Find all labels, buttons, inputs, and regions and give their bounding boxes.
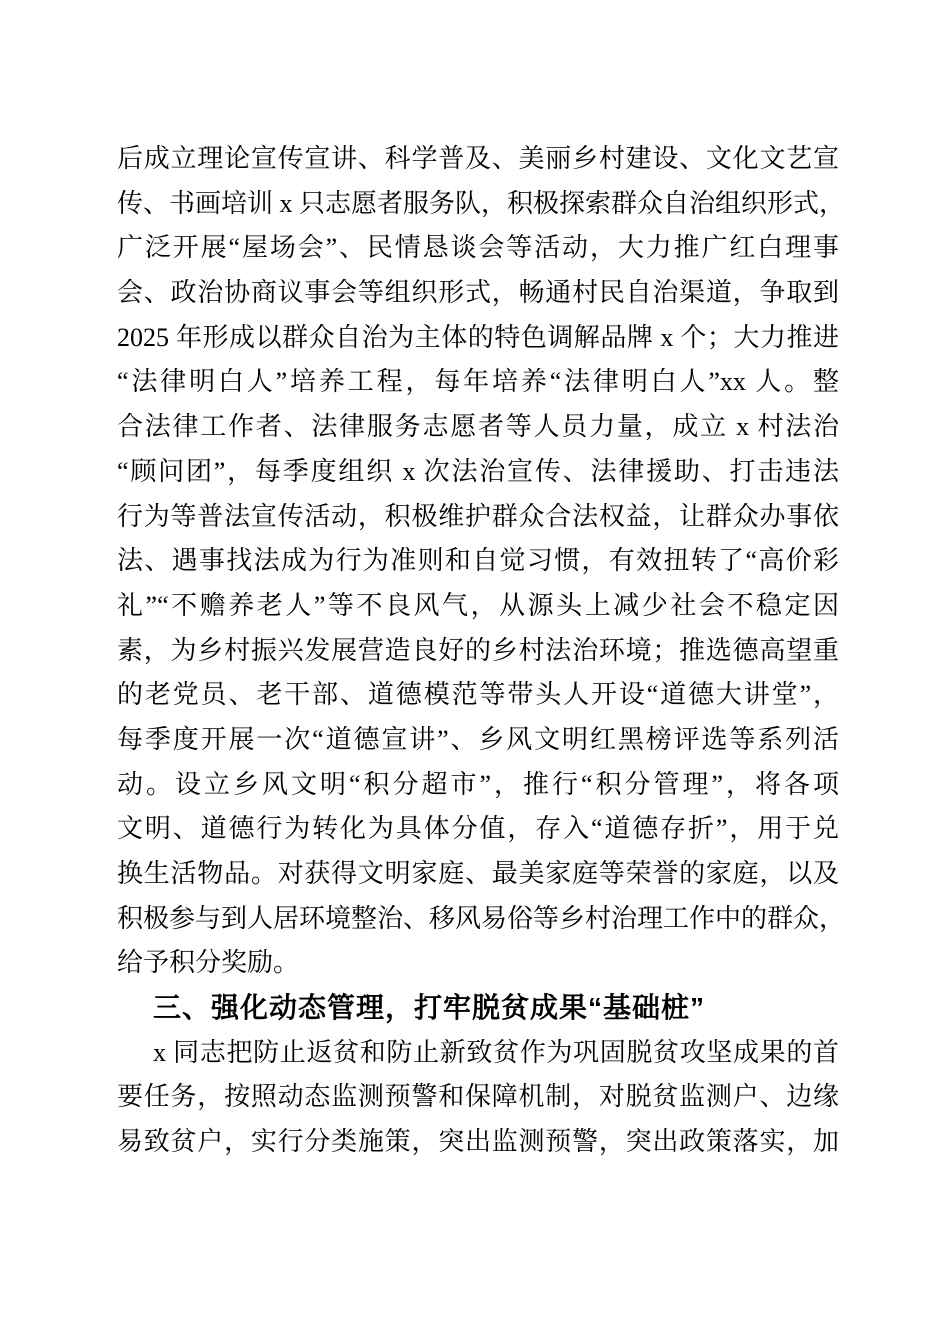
body-line: 法、遇事找法成为行为准则和自觉习惯，有效扭转了“高价彩	[117, 546, 839, 576]
body-line: 易致贫户，实行分类施策，突出监测预警，突出政策落实，加	[117, 1127, 839, 1157]
body-line: 的老党员、老干部、道德模范等带头人开设“道德大讲堂”，	[117, 680, 839, 710]
body-line: “顾问团”，每季度组织 x 次法治宣传、法律援助、打击违法	[117, 456, 839, 486]
paragraph-last-line: 给予积分奖励。	[117, 948, 300, 978]
body-line: 礼”“不赡养老人”等不良风气，从源头上减少社会不稳定因	[117, 590, 839, 620]
body-line: 行为等普法宣传活动，积极维护群众合法权益，让群众办事依	[117, 501, 839, 531]
body-line: 2025 年形成以群众自治为主体的特色调解品牌 x 个；大力推进	[117, 322, 839, 352]
body-line: 换生活物品。对获得文明家庭、最美家庭等荣誉的家庭，以及	[117, 859, 839, 888]
body-line: 积极参与到人居环境整治、移风易俗等乡村治理工作中的群众，	[117, 903, 846, 933]
body-line: 广泛开展“屋场会”、民情恳谈会等活动，大力推广红白理事	[117, 233, 839, 263]
body-line: 会、政治协商议事会等组织形式，畅通村民自治渠道，争取到	[117, 278, 839, 308]
body-line: 文明、道德行为转化为具体分值，存入“道德存折”，用于兑	[117, 814, 839, 844]
paragraph-first-line: x 同志把防止返贫和防止新致贫作为巩固脱贫攻坚成果的首	[153, 1037, 839, 1067]
body-line: 合法律工作者、法律服务志愿者等人员力量，成立 x 村法治	[117, 412, 839, 442]
body-line: 动。设立乡风文明“积分超市”，推行“积分管理”，将各项	[117, 769, 839, 799]
body-line: 每季度开展一次“道德宣讲”、乡风文明红黑榜评选等系列活	[117, 724, 839, 754]
body-line: 要任务，按照动态监测预警和保障机制，对脱贫监测户、边缘	[117, 1082, 839, 1112]
body-line: 素，为乡村振兴发展营造良好的乡村法治环境；推选德高望重	[117, 635, 839, 665]
body-line: “法律明白人”培养工程，每年培养“法律明白人”xx 人。整	[117, 367, 839, 397]
body-line: 后成立理论宣传宣讲、科学普及、美丽乡村建设、文化文艺宣	[117, 144, 839, 173]
document-text-block	[117, 137, 846, 1165]
body-line: 传、书画培训 x 只志愿者服务队，积极探索群众自治组织形式，	[117, 188, 846, 218]
section-heading: 三、强化动态管理，打牢脱贫成果“基础桩”	[153, 992, 706, 1024]
